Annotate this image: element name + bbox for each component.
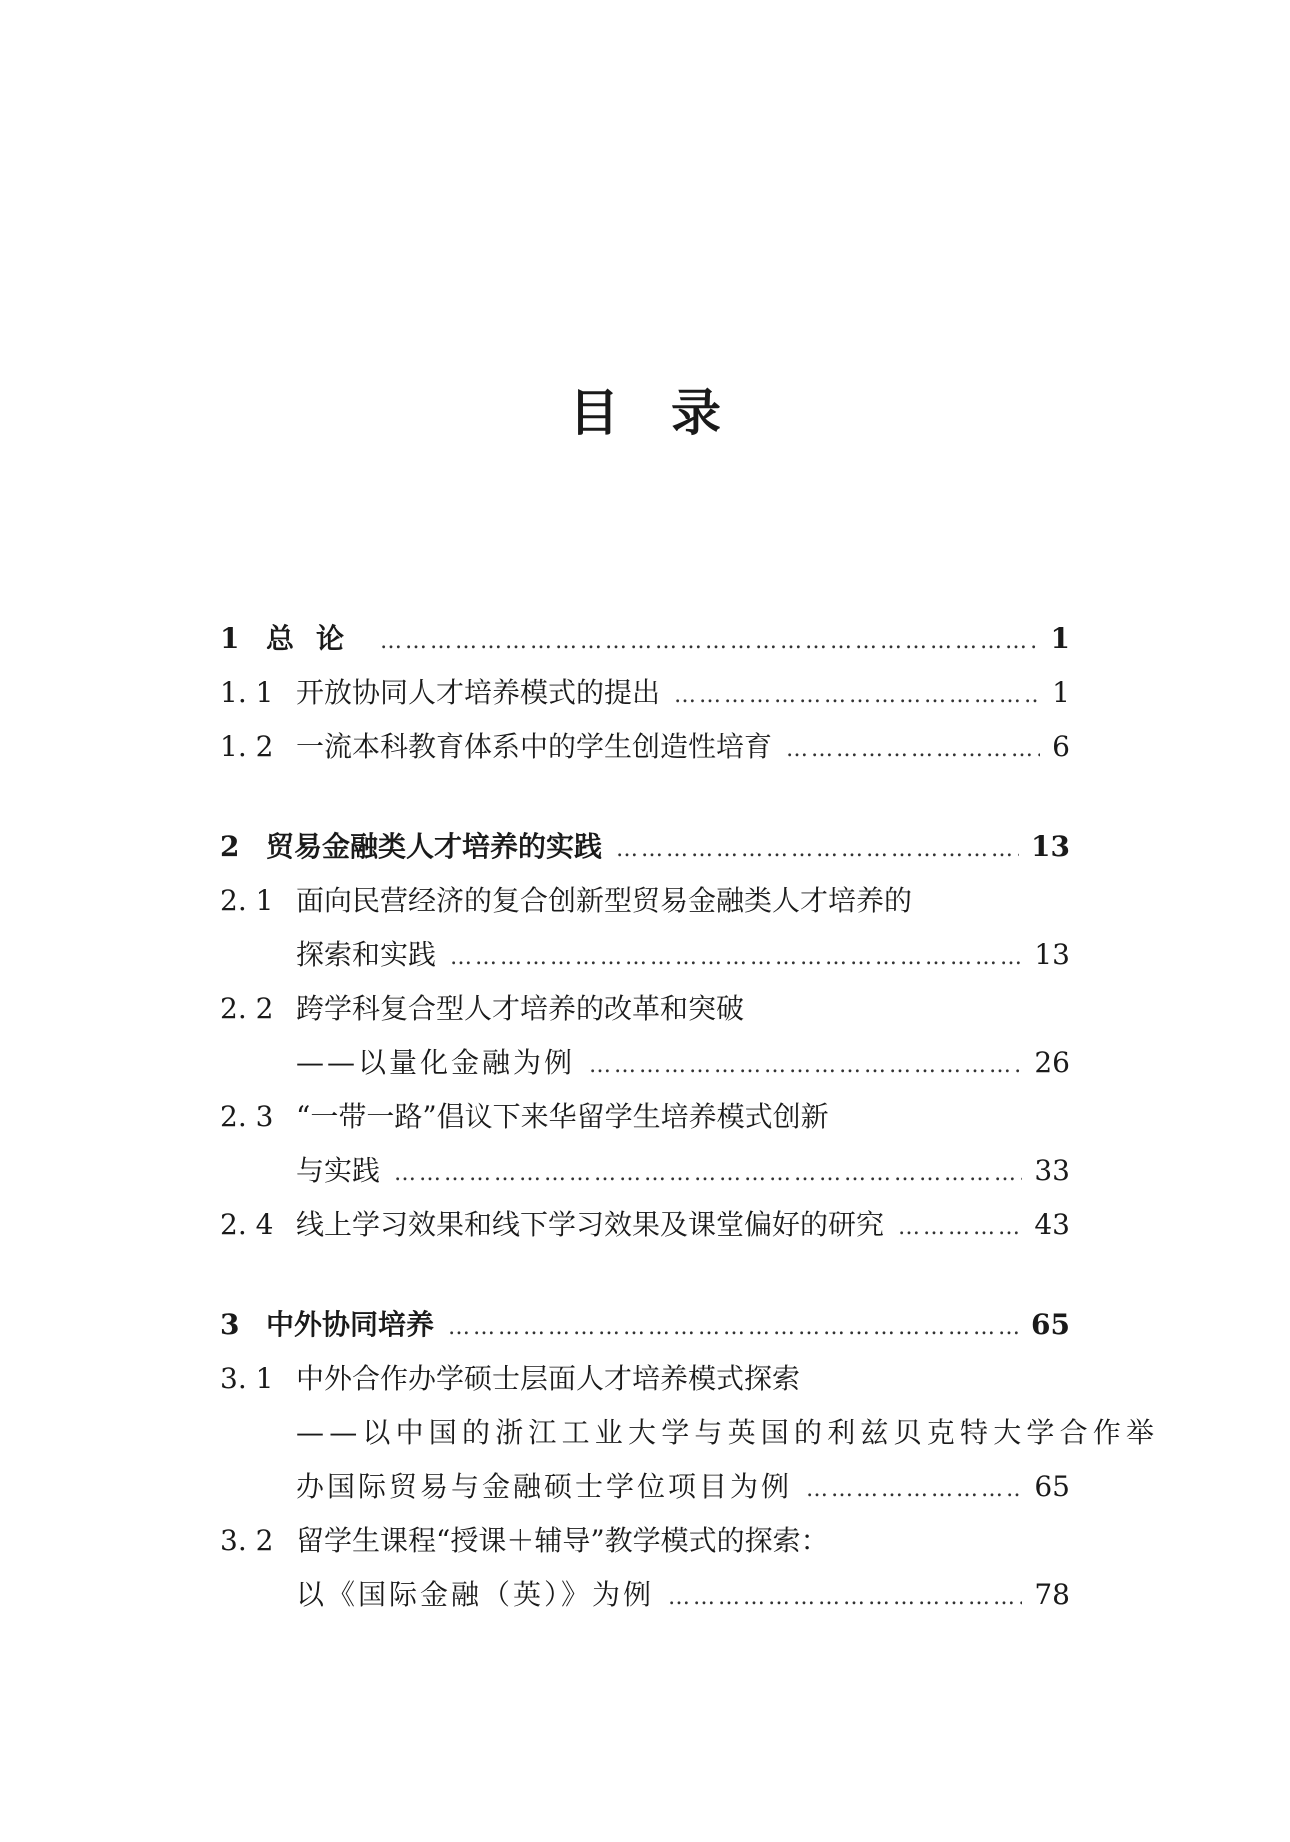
toc-chapter-3[interactable]: [220, 1298, 1070, 1352]
toc-section-2-3-line2[interactable]: [220, 1144, 1070, 1198]
toc-page-number: 78: [1034, 1578, 1070, 1611]
toc-leader: [394, 1147, 1022, 1201]
table-of-contents: [220, 612, 1160, 1622]
toc-leader: [898, 1201, 1022, 1255]
toc-subtitle: ——以中国的浙江工业大学与英国的利兹贝克特大学合作举: [296, 1416, 1160, 1449]
toc-leader: [448, 1301, 1019, 1355]
toc-section-2-2-line2[interactable]: [220, 1036, 1070, 1090]
toc-page-number: 26: [1034, 1046, 1070, 1079]
toc-number: 3: [220, 1308, 240, 1341]
toc-section-2-1-line2[interactable]: [220, 928, 1070, 982]
toc-number: 3. 1: [220, 1362, 274, 1395]
toc-section-3-2-line1[interactable]: [220, 1514, 1070, 1568]
toc-number: 2. 2: [220, 992, 274, 1025]
toc-title: 线上学习效果和线下学习效果及课堂偏好的研究: [296, 1208, 885, 1241]
toc-title: 贸易金融类人才培养的实践: [266, 830, 603, 863]
toc-section-2-4[interactable]: [220, 1198, 1070, 1252]
toc-number: 2. 3: [220, 1100, 274, 1133]
toc-section-2-2-line1[interactable]: [220, 982, 1070, 1036]
toc-number: 1. 1: [220, 676, 274, 709]
toc-number: 2. 4: [220, 1208, 274, 1241]
toc-chapter-1[interactable]: [220, 612, 1070, 666]
toc-leader: [616, 823, 1019, 877]
toc-page-number: 65: [1031, 1308, 1070, 1341]
toc-section-3-1-line3[interactable]: [220, 1460, 1070, 1514]
toc-title: 开放协同人才培养模式的提出: [296, 676, 661, 709]
toc-title-continued: 与实践: [296, 1154, 381, 1187]
toc-number: 2: [220, 830, 240, 863]
toc-leader: [450, 931, 1022, 985]
toc-section-3-1-line2[interactable]: [220, 1406, 1160, 1460]
toc-leader: [668, 1571, 1022, 1625]
toc-page-number: 65: [1034, 1470, 1070, 1503]
toc-page-number: 6: [1052, 730, 1070, 763]
toc-number: 2. 1: [220, 884, 274, 917]
toc-title: 一流本科教育体系中的学生创造性培育: [296, 730, 773, 763]
page-title: 目录: [569, 383, 773, 442]
toc-subtitle-continued: 办国际贸易与金融硕士学位项目为例: [296, 1470, 793, 1503]
toc-title: “一带一路”倡议下来华留学生培养模式创新: [296, 1100, 829, 1133]
toc-title: 中外合作办学硕士层面人才培养模式探索: [296, 1362, 801, 1395]
toc-leader: [380, 615, 1039, 669]
toc-leader: [786, 723, 1040, 777]
toc-title: 总论: [266, 622, 367, 655]
toc-number: 3. 2: [220, 1524, 274, 1557]
toc-section-1-2[interactable]: [220, 720, 1070, 774]
toc-leader: [674, 669, 1040, 723]
toc-section-1-1[interactable]: [220, 666, 1070, 720]
toc-number: 1. 2: [220, 730, 274, 763]
toc-page-number: 33: [1034, 1154, 1070, 1187]
toc-page-number: 43: [1034, 1208, 1070, 1241]
toc-section-3-2-line2[interactable]: [220, 1568, 1070, 1622]
toc-title: 跨学科复合型人才培养的改革和突破: [296, 992, 745, 1025]
toc-title: 面向民营经济的复合创新型贸易金融类人才培养的: [296, 884, 913, 917]
toc-subtitle: ——以量化金融为例: [296, 1046, 576, 1079]
toc-number: 1: [220, 622, 240, 655]
toc-page-number: 1: [1050, 622, 1070, 655]
toc-section-2-1-line1[interactable]: [220, 874, 1070, 928]
toc-title: 中外协同培养: [266, 1308, 435, 1341]
toc-leader: [589, 1039, 1022, 1093]
toc-title-continued: 探索和实践: [296, 938, 437, 971]
toc-page-number: 1: [1052, 676, 1070, 709]
toc-section-3-1-line1[interactable]: [220, 1352, 1070, 1406]
toc-subtitle: 以《国际金融（英）》为例: [296, 1578, 655, 1611]
toc-section-2-3-line1[interactable]: [220, 1090, 1070, 1144]
toc-page-number: 13: [1034, 938, 1070, 971]
toc-title: 留学生课程“授课＋辅导”教学模式的探索：: [296, 1524, 829, 1557]
toc-chapter-2[interactable]: [220, 820, 1070, 874]
toc-leader: [806, 1463, 1022, 1517]
toc-page-number: 13: [1031, 830, 1070, 863]
